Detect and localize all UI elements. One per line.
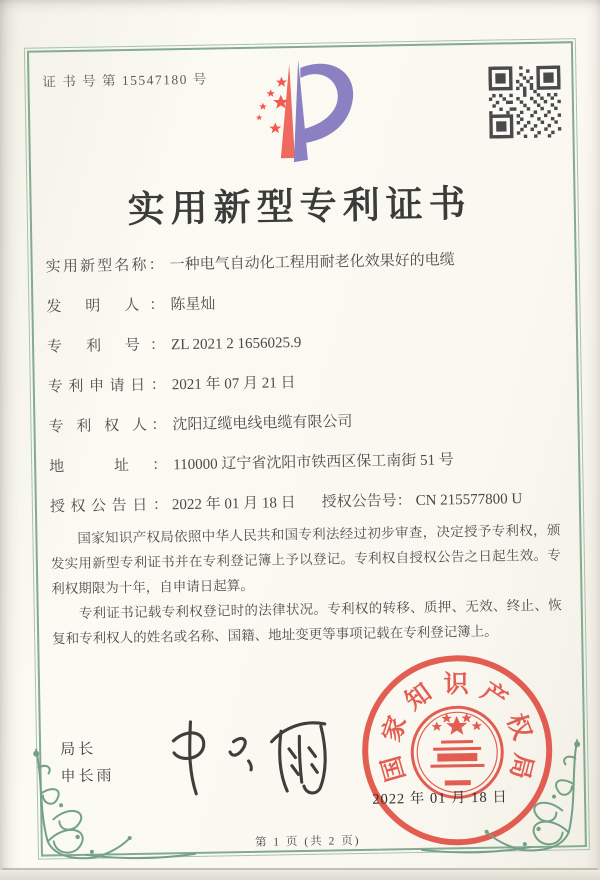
cnipa-logo-icon <box>232 55 364 165</box>
director-title: 局长 <box>60 741 97 759</box>
certificate-title: 实用新型专利证书 <box>127 183 473 231</box>
field-row-grant <box>50 487 566 518</box>
seal-character: 识 <box>443 671 469 699</box>
field-label: 地 址： <box>49 457 168 476</box>
seal-character: 国 <box>377 752 411 785</box>
field-value: 110000 辽宁省沈阳市铁西区保工南街 51 号 <box>173 452 454 474</box>
field-row-address <box>49 447 565 478</box>
grant-no-label: 授权公告号： <box>321 493 412 511</box>
legal-paragraph-1: 国家知识产权局依照中华人民共和国专利法经过初步审查，决定授予专利权，颁发实用新型专利证书并在专利登记簿上予以登记。专利权自授权公告之日起生效。专利权期限为十年，自申请日起算。 <box>50 522 561 597</box>
field-row-patentee <box>48 407 564 438</box>
field-value: ZL 2021 2 1656025.9 <box>170 334 302 354</box>
field-value: 沈阳辽缆电线电缆有限公司 <box>172 414 353 434</box>
field-value: 2021 年 07 月 21 日 <box>171 375 296 394</box>
field-label: 实用新型名称： <box>45 257 164 276</box>
field-value: 一种电气自动化工程用耐老化效果好的电缆 <box>169 252 455 274</box>
field-value: 陈星灿 <box>170 296 216 314</box>
next-page-edge <box>0 870 600 880</box>
qr-code-icon <box>488 65 561 138</box>
field-label: 专 利 权 人： <box>48 417 167 436</box>
field-label: 专利申请日： <box>47 377 166 396</box>
legal-paragraph-2: 专利证书记载专利权登记时的法律状况。专利权的转移、质押、无效、终止、恢复和专利权人的姓名或名称、国籍、地址变更等事项记载在专利登记簿上。 <box>52 597 562 647</box>
director-name: 申长雨 <box>60 768 115 786</box>
seal-character: 权 <box>501 710 536 744</box>
corner-ornament-left-icon <box>30 743 197 864</box>
field-row-filing-date <box>48 367 564 398</box>
grant-date-label: 授权公告日： <box>49 497 169 516</box>
grant-date-value: 2022 年 01 月 18 日 <box>171 495 296 514</box>
seal-date: 2022 年 01 月 18 日 <box>372 789 508 808</box>
certificate-number: 证 书 号 第 15547180 号 <box>42 71 208 90</box>
seal-character: 知 <box>400 679 437 716</box>
legal-text <box>50 517 562 651</box>
seal-character: 产 <box>475 677 512 715</box>
seal-character: 家 <box>378 712 413 746</box>
page-number: 第 1 页 (共 2 页) <box>254 835 361 849</box>
seal-character: 局 <box>504 750 537 782</box>
field-label: 专 利 号： <box>46 337 166 356</box>
certificate-fields <box>46 247 567 536</box>
grant-no-value: CN 215577800 U <box>415 491 523 509</box>
field-row-inventor <box>46 287 562 318</box>
field-row-patent-no <box>47 327 563 358</box>
field-label: 发 明 人： <box>46 297 165 316</box>
